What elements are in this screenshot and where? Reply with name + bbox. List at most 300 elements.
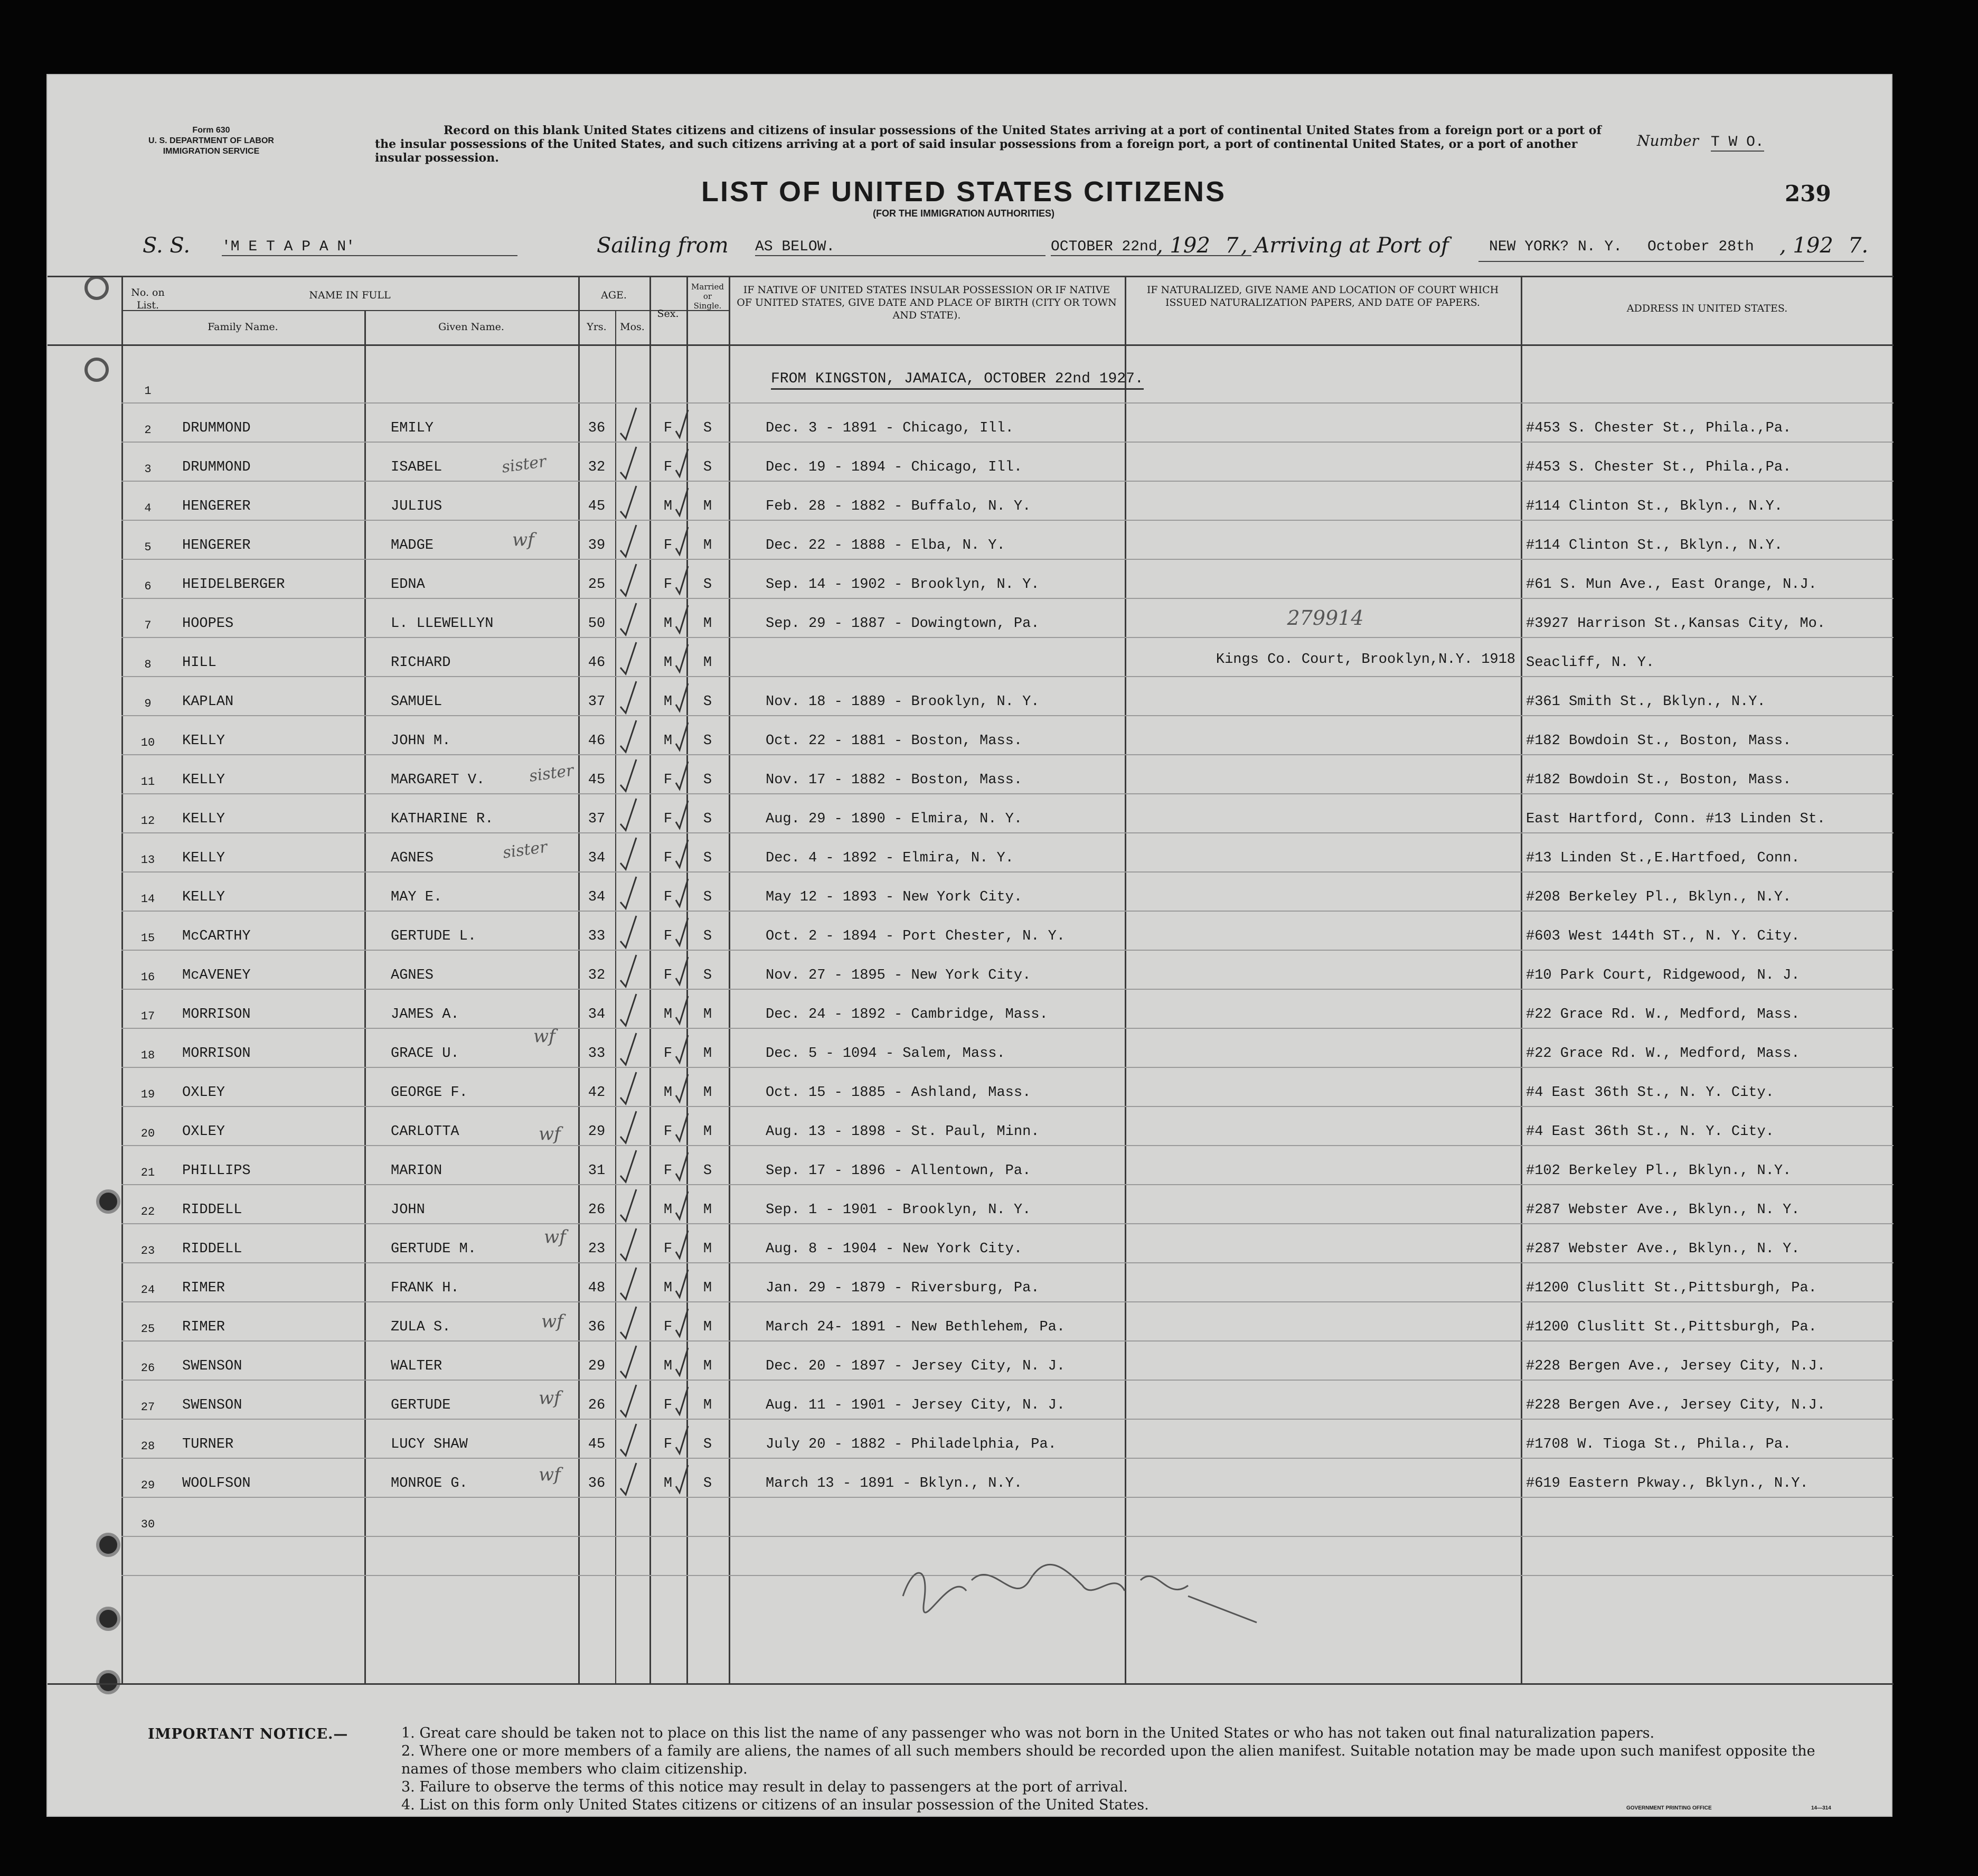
given-name: SAMUEL bbox=[391, 694, 442, 710]
us-address: #228 Bergen Ave., Jersey City, N.J. bbox=[1526, 1358, 1826, 1374]
family-name: TURNER bbox=[182, 1437, 234, 1452]
family-name: HENGERER bbox=[182, 538, 251, 554]
punch-hole bbox=[96, 1670, 120, 1694]
header-name-in-full: NAME IN FULL bbox=[309, 289, 391, 301]
inspector-signature bbox=[892, 1549, 1262, 1628]
us-address: #208 Berkeley Pl., Bklyn., N.Y. bbox=[1526, 889, 1792, 905]
voyage-line bbox=[143, 233, 1885, 265]
sailing-from: AS BELOW. bbox=[755, 239, 1045, 256]
row-number: 22 bbox=[140, 1205, 155, 1218]
row-number: 14 bbox=[140, 893, 155, 906]
handwritten-sister: sister bbox=[501, 838, 549, 862]
punch-hole bbox=[96, 1533, 120, 1557]
given-name: KATHARINE R. bbox=[391, 811, 494, 827]
check-mark bbox=[620, 759, 636, 791]
sex: F bbox=[663, 1046, 673, 1062]
departure-date: OCTOBER 22nd bbox=[1051, 239, 1251, 256]
birth-info: Dec. 5 - 1094 - Salem, Mass. bbox=[766, 1046, 1005, 1062]
sex: M bbox=[663, 616, 673, 632]
section-note: FROM KINGSTON, JAMAICA, OCTOBER 22nd 1927. bbox=[771, 371, 1144, 390]
check-mark bbox=[620, 1385, 636, 1417]
sex: F bbox=[663, 1124, 673, 1140]
marital-status: S bbox=[703, 850, 712, 866]
punch-hole bbox=[84, 276, 109, 300]
check-mark bbox=[620, 486, 636, 518]
arriving-label: , Arriving at Port of bbox=[1241, 233, 1449, 258]
row-number: 12 bbox=[140, 814, 155, 828]
check-mark bbox=[620, 955, 636, 987]
family-name: WOOLFSON bbox=[182, 1476, 251, 1492]
marital-status: S bbox=[703, 420, 712, 436]
given-name: MADGE bbox=[391, 538, 434, 554]
row-rule bbox=[121, 1184, 1894, 1185]
check-mark bbox=[620, 1346, 636, 1377]
col-divider bbox=[1521, 276, 1522, 1683]
page-title: LIST OF UNITED STATES CITIZENS bbox=[701, 176, 1226, 208]
sailing-label: Sailing from bbox=[597, 233, 729, 258]
marital-status: S bbox=[703, 968, 712, 983]
row-number: 3 bbox=[144, 463, 152, 476]
us-address: Seacliff, N. Y. bbox=[1526, 655, 1655, 671]
check-mark bbox=[620, 603, 636, 635]
birth-info: Aug. 8 - 1904 - New York City. bbox=[766, 1241, 1023, 1257]
check-mark bbox=[620, 1463, 636, 1495]
row-rule bbox=[121, 1458, 1894, 1459]
us-address: #1200 Cluslitt St.,Pittsburgh, Pa. bbox=[1526, 1319, 1817, 1335]
row-number: 27 bbox=[140, 1401, 155, 1414]
age-years: 50 bbox=[588, 616, 606, 632]
row-rule bbox=[121, 637, 1894, 638]
check-mark bbox=[620, 1228, 636, 1260]
row-number: 11 bbox=[140, 775, 155, 789]
us-address: #10 Park Court, Ridgewood, N. J. bbox=[1526, 968, 1800, 983]
marital-status: M bbox=[703, 1085, 712, 1101]
sex: F bbox=[663, 459, 673, 475]
given-name: L. LLEWELLYN bbox=[391, 616, 494, 632]
handwritten-wife: wf bbox=[539, 1123, 561, 1145]
age-years: 37 bbox=[588, 811, 606, 827]
age-years: 36 bbox=[588, 1319, 606, 1335]
ship-name: 'M E T A P A N' bbox=[222, 239, 517, 256]
check-mark bbox=[620, 916, 636, 948]
sex: F bbox=[663, 772, 673, 788]
us-address: #603 West 144th ST., N. Y. City. bbox=[1526, 928, 1800, 944]
marital-status: M bbox=[703, 655, 712, 671]
family-name: KELLY bbox=[182, 850, 225, 866]
family-name: HILL bbox=[182, 655, 216, 671]
given-name: GERTUDE bbox=[391, 1397, 451, 1413]
row-number: 25 bbox=[140, 1322, 155, 1336]
age-years: 36 bbox=[588, 420, 606, 436]
row-rule bbox=[121, 442, 1894, 443]
age-years: 29 bbox=[588, 1124, 606, 1140]
handwritten-wife: wf bbox=[541, 1311, 563, 1332]
us-address: #3927 Harrison St.,Kansas City, Mo. bbox=[1526, 616, 1826, 632]
given-name: GERTUDE M. bbox=[391, 1241, 477, 1257]
sex: M bbox=[663, 1085, 673, 1101]
header-given-name: Given Name. bbox=[438, 321, 504, 333]
given-name: WALTER bbox=[391, 1358, 442, 1374]
age-years: 25 bbox=[588, 577, 606, 593]
form-id-block bbox=[132, 125, 290, 157]
naturalization-info: 279914 bbox=[1287, 606, 1364, 630]
number-label: Number bbox=[1637, 132, 1699, 149]
handwritten-sister: sister bbox=[500, 452, 548, 477]
given-name: AGNES bbox=[391, 850, 434, 866]
row-rule bbox=[121, 1536, 1894, 1537]
family-name: RIDDELL bbox=[182, 1202, 242, 1218]
family-name: MORRISON bbox=[182, 1007, 251, 1023]
row-rule bbox=[121, 1340, 1894, 1342]
given-name: GEORGE F. bbox=[391, 1085, 468, 1101]
birth-info: Feb. 28 - 1882 - Buffalo, N. Y. bbox=[766, 499, 1031, 514]
row-number: 17 bbox=[140, 1010, 155, 1023]
family-name: KELLY bbox=[182, 733, 225, 749]
form-number: Form 630 bbox=[192, 126, 230, 135]
given-name: FRANK H. bbox=[391, 1280, 459, 1296]
row-rule bbox=[121, 754, 1894, 755]
form-instructions: Record on this blank United States citizens and citizens of insular possessions of the United States arriving at a port of continental United States from a foreign port or a port of the insular possessions of the United States, and such citizens arriving at a port of said insular possessions from a foreign port, a port of continental United States, or a port of another insular possession. bbox=[375, 124, 1602, 165]
family-name: RIMER bbox=[182, 1319, 225, 1335]
sex: F bbox=[663, 577, 673, 593]
birth-info: Dec. 22 - 1888 - Elba, N. Y. bbox=[766, 538, 1005, 554]
given-name: GRACE U. bbox=[391, 1046, 459, 1062]
birth-info: Aug. 29 - 1890 - Elmira, N. Y. bbox=[766, 811, 1023, 827]
marital-status: S bbox=[703, 1437, 712, 1452]
sex: M bbox=[663, 1007, 673, 1023]
marital-status: M bbox=[703, 1124, 712, 1140]
family-name: DRUMMOND bbox=[182, 420, 251, 436]
birth-info: Dec. 3 - 1891 - Chicago, Ill. bbox=[766, 420, 1014, 436]
row-number: 29 bbox=[140, 1479, 155, 1492]
family-name: HENGERER bbox=[182, 499, 251, 514]
header-sex: Sex. bbox=[657, 308, 679, 320]
department-name: U. S. DEPARTMENT OF LABOR bbox=[148, 136, 274, 145]
age-years: 36 bbox=[588, 1476, 606, 1492]
family-name: OXLEY bbox=[182, 1124, 225, 1140]
age-years: 33 bbox=[588, 928, 606, 944]
given-name: EMILY bbox=[391, 420, 434, 436]
us-address: #228 Bergen Ave., Jersey City, N.J. bbox=[1526, 1397, 1826, 1413]
us-address: #22 Grace Rd. W., Medford, Mass. bbox=[1526, 1007, 1800, 1023]
punch-hole bbox=[96, 1607, 120, 1631]
age-years: 46 bbox=[588, 655, 606, 671]
age-years: 32 bbox=[588, 459, 606, 475]
row-number: 10 bbox=[140, 736, 155, 749]
birth-info: Nov. 18 - 1889 - Brooklyn, N. Y. bbox=[766, 694, 1040, 710]
header-bottom-rule bbox=[48, 344, 1894, 346]
row-number: 4 bbox=[144, 502, 152, 515]
col-divider bbox=[1125, 276, 1126, 1683]
row-rule bbox=[121, 1145, 1894, 1146]
header-married-single: Married or Single. bbox=[691, 282, 724, 311]
age-years: 31 bbox=[588, 1163, 606, 1179]
sex: M bbox=[663, 499, 673, 514]
birth-info: Nov. 17 - 1882 - Boston, Mass. bbox=[766, 772, 1023, 788]
row-rule bbox=[121, 715, 1894, 716]
us-address: #4 East 36th St., N. Y. City. bbox=[1526, 1124, 1774, 1140]
birth-info: Sep. 29 - 1887 - Dowingtown, Pa. bbox=[766, 616, 1040, 632]
given-name: AGNES bbox=[391, 968, 434, 983]
sex: F bbox=[663, 1163, 673, 1179]
number-field bbox=[1637, 132, 1764, 151]
age-years: 46 bbox=[588, 733, 606, 749]
birth-info: Jan. 29 - 1879 - Riversburg, Pa. bbox=[766, 1280, 1040, 1296]
check-mark bbox=[620, 1150, 636, 1182]
given-name: RICHARD bbox=[391, 655, 451, 671]
row-number: 19 bbox=[140, 1088, 155, 1101]
given-name: MARION bbox=[391, 1163, 442, 1179]
birth-info: Dec. 4 - 1892 - Elmira, N. Y. bbox=[766, 850, 1014, 866]
col-divider bbox=[364, 310, 366, 1683]
birth-info: Dec. 20 - 1897 - Jersey City, N. J. bbox=[766, 1358, 1066, 1374]
handwritten-wife: wf bbox=[544, 1226, 566, 1247]
given-name: MARGARET V. bbox=[391, 772, 485, 788]
notice-item-4: 4. List on this form only United States citizens or citizens of an insular possession of the United States. bbox=[401, 1797, 1149, 1813]
age-years: 26 bbox=[588, 1397, 606, 1413]
handwritten-sister: sister bbox=[528, 761, 575, 786]
given-name: JOHN M. bbox=[391, 733, 451, 749]
us-address: #61 S. Mun Ave., East Orange, N.J. bbox=[1526, 577, 1817, 593]
age-years: 45 bbox=[588, 772, 606, 788]
col-divider bbox=[615, 310, 616, 1683]
marital-status: M bbox=[703, 538, 712, 554]
birth-info: Aug. 13 - 1898 - St. Paul, Minn. bbox=[766, 1124, 1040, 1140]
header-yrs: Yrs. bbox=[587, 321, 607, 333]
header-family-name: Family Name. bbox=[208, 321, 278, 333]
row-rule bbox=[121, 950, 1894, 951]
row-rule bbox=[121, 1380, 1894, 1381]
handwritten-wife: wf bbox=[512, 529, 534, 550]
row-rule bbox=[121, 911, 1894, 912]
given-name: JAMES A. bbox=[391, 1007, 459, 1023]
sex: M bbox=[663, 1476, 673, 1492]
birth-info: Oct. 15 - 1885 - Ashland, Mass. bbox=[766, 1085, 1031, 1101]
us-address: #287 Webster Ave., Bklyn., N. Y. bbox=[1526, 1202, 1800, 1218]
row-rule bbox=[121, 1067, 1894, 1068]
given-name: ISABEL bbox=[391, 459, 442, 475]
sex: M bbox=[663, 655, 673, 671]
age-years: 23 bbox=[588, 1241, 606, 1257]
marital-status: M bbox=[703, 1007, 712, 1023]
sex: F bbox=[663, 1241, 673, 1257]
marital-status: M bbox=[703, 1046, 712, 1062]
family-name: PHILLIPS bbox=[182, 1163, 251, 1179]
us-address: #453 S. Chester St., Phila.,Pa. bbox=[1526, 420, 1792, 436]
row-number: 13 bbox=[140, 853, 155, 867]
sex: F bbox=[663, 850, 673, 866]
given-name: CARLOTTA bbox=[391, 1124, 459, 1140]
family-name: HOOPES bbox=[182, 616, 234, 632]
us-address: #1708 W. Tioga St., Phila., Pa. bbox=[1526, 1437, 1792, 1452]
us-address: #182 Bowdoin St., Boston, Mass. bbox=[1526, 772, 1792, 788]
check-mark bbox=[620, 799, 636, 830]
check-mark bbox=[620, 1189, 636, 1221]
given-name: JOHN bbox=[391, 1202, 425, 1218]
family-name: McCARTHY bbox=[182, 928, 251, 944]
row-number: 23 bbox=[140, 1244, 155, 1258]
row-number: 15 bbox=[140, 932, 155, 945]
us-address: #13 Linden St.,E.Hartfoed, Conn. bbox=[1526, 850, 1800, 866]
notice-item-3: 3. Failure to observe the terms of this notice may result in delay to passengers at the port of arrival. bbox=[401, 1779, 1128, 1795]
year-digit: 7 bbox=[1225, 233, 1239, 258]
row-rule bbox=[121, 1223, 1894, 1224]
service-name: IMMIGRATION SERVICE bbox=[163, 147, 260, 156]
check-mark bbox=[620, 564, 636, 596]
print-code: 14—314 bbox=[1811, 1805, 1831, 1811]
sex: F bbox=[663, 928, 673, 944]
row-rule bbox=[121, 832, 1894, 833]
birth-info: Oct. 2 - 1894 - Port Chester, N. Y. bbox=[766, 928, 1066, 944]
col-divider bbox=[729, 276, 730, 1683]
birth-info: May 12 - 1893 - New York City. bbox=[766, 889, 1023, 905]
notice-heading: IMPORTANT NOTICE.— bbox=[148, 1726, 348, 1742]
check-mark bbox=[620, 681, 636, 713]
row-rule bbox=[121, 520, 1894, 521]
us-address: #1200 Cluslitt St.,Pittsburgh, Pa. bbox=[1526, 1280, 1817, 1296]
header-no: No. on List. bbox=[131, 287, 165, 311]
row-rule bbox=[121, 871, 1894, 873]
age-years: 37 bbox=[588, 694, 606, 710]
family-name: KAPLAN bbox=[182, 694, 234, 710]
birth-info: Sep. 1 - 1901 - Brooklyn, N. Y. bbox=[766, 1202, 1031, 1218]
marital-status: M bbox=[703, 1241, 712, 1257]
row-rule bbox=[121, 1106, 1894, 1107]
check-mark bbox=[620, 877, 636, 908]
year-label: , 192 bbox=[1156, 233, 1210, 258]
us-address: #453 S. Chester St., Phila.,Pa. bbox=[1526, 459, 1792, 475]
age-years: 34 bbox=[588, 1007, 606, 1023]
check-mark bbox=[620, 1072, 636, 1104]
sex: F bbox=[663, 420, 673, 436]
col-divider bbox=[121, 276, 123, 1683]
marital-status: S bbox=[703, 694, 712, 710]
sex: F bbox=[663, 1397, 673, 1413]
marital-status: M bbox=[703, 1358, 712, 1374]
birth-info: March 13 - 1891 - Bklyn., N.Y. bbox=[766, 1476, 1023, 1492]
marital-status: S bbox=[703, 928, 712, 944]
header-birth: IF NATIVE OF UNITED STATES INSULAR POSSESSION OR IF NATIVE OF UNITED STATES, GIVE DATE AND PLACE OF BIRTH (CITY OR TOWN AND STATE). bbox=[737, 284, 1117, 321]
row-rule bbox=[121, 402, 1894, 404]
marital-status: M bbox=[703, 1280, 712, 1296]
marital-status: S bbox=[703, 1476, 712, 1492]
given-name: EDNA bbox=[391, 577, 425, 593]
ss-label: S. S. bbox=[143, 233, 191, 258]
birth-info: July 20 - 1882 - Philadelphia, Pa. bbox=[766, 1437, 1057, 1452]
year-digit-2: 7. bbox=[1848, 233, 1869, 258]
page-subtitle: (FOR THE IMMIGRATION AUTHORITIES) bbox=[873, 208, 1054, 219]
sex: M bbox=[663, 733, 673, 749]
punch-hole bbox=[96, 1189, 120, 1214]
punch-hole bbox=[84, 358, 109, 382]
check-mark bbox=[620, 838, 636, 869]
given-name: GERTUDE L. bbox=[391, 928, 477, 944]
family-name: McAVENEY bbox=[182, 968, 251, 983]
family-name: MORRISON bbox=[182, 1046, 251, 1062]
age-years: 34 bbox=[588, 850, 606, 866]
header-age: AGE. bbox=[601, 289, 627, 301]
row-number: 21 bbox=[140, 1166, 155, 1179]
family-name: RIMER bbox=[182, 1280, 225, 1296]
check-mark bbox=[620, 1307, 636, 1338]
table-top-rule bbox=[48, 276, 1894, 277]
age-years: 33 bbox=[588, 1046, 606, 1062]
row-rule bbox=[121, 1301, 1894, 1302]
given-name: JULIUS bbox=[391, 499, 442, 514]
page-number: 239 bbox=[1785, 181, 1831, 207]
us-address: #287 Webster Ave., Bklyn., N. Y. bbox=[1526, 1241, 1800, 1257]
check-mark bbox=[620, 720, 636, 752]
us-address: #114 Clinton St., Bklyn., N.Y. bbox=[1526, 538, 1783, 554]
age-years: 34 bbox=[588, 889, 606, 905]
marital-status: S bbox=[703, 577, 712, 593]
row-rule bbox=[121, 989, 1894, 990]
row-rule bbox=[121, 793, 1894, 794]
row-rule bbox=[121, 1028, 1894, 1029]
manifest-page bbox=[46, 74, 1892, 1817]
sex: F bbox=[663, 968, 673, 983]
check-mark bbox=[620, 1111, 636, 1143]
header-divider bbox=[121, 310, 729, 311]
us-address: #22 Grace Rd. W., Medford, Mass. bbox=[1526, 1046, 1800, 1062]
row-number: 20 bbox=[140, 1127, 155, 1140]
row-rule bbox=[121, 481, 1894, 482]
notice-item-1: 1. Great care should be taken not to place on this list the name of any passenger who was not born in the United States or who has not taken out final naturalization papers. bbox=[401, 1725, 1655, 1741]
row-number: 6 bbox=[144, 580, 152, 593]
us-address: #114 Clinton St., Bklyn., N.Y. bbox=[1526, 499, 1783, 514]
row-number: 8 bbox=[144, 658, 152, 671]
sex: M bbox=[663, 1202, 673, 1218]
family-name: OXLEY bbox=[182, 1085, 225, 1101]
marital-status: M bbox=[703, 1319, 712, 1335]
row-number: 1 bbox=[144, 384, 152, 398]
given-name: MONROE G. bbox=[391, 1476, 468, 1492]
check-mark bbox=[620, 642, 636, 674]
birth-info: Aug. 11 - 1901 - Jersey City, N. J. bbox=[766, 1397, 1066, 1413]
age-years: 45 bbox=[588, 1437, 606, 1452]
row-number: 28 bbox=[140, 1440, 155, 1453]
marital-status: M bbox=[703, 499, 712, 514]
given-name: LUCY SHAW bbox=[391, 1437, 468, 1452]
sex: F bbox=[663, 889, 673, 905]
birth-info: Oct. 22 - 1881 - Boston, Mass. bbox=[766, 733, 1023, 749]
row-number: 18 bbox=[140, 1049, 155, 1062]
us-address: East Hartford, Conn. #13 Linden St. bbox=[1526, 811, 1826, 827]
age-years: 39 bbox=[588, 538, 606, 554]
marital-status: S bbox=[703, 772, 712, 788]
age-years: 42 bbox=[588, 1085, 606, 1101]
sex: F bbox=[663, 811, 673, 827]
birth-info: Dec. 19 - 1894 - Chicago, Ill. bbox=[766, 459, 1023, 475]
row-number: 7 bbox=[144, 619, 152, 632]
arrival-date: October 28th bbox=[1647, 239, 1754, 255]
row-number: 9 bbox=[144, 697, 152, 710]
check-mark bbox=[620, 1033, 636, 1065]
marital-status: S bbox=[703, 889, 712, 905]
family-name: KELLY bbox=[182, 811, 225, 827]
birth-info: Sep. 14 - 1902 - Brooklyn, N. Y. bbox=[766, 577, 1040, 593]
year-label-2: , 192 bbox=[1779, 233, 1833, 258]
given-name: ZULA S. bbox=[391, 1319, 451, 1335]
check-mark bbox=[620, 1268, 636, 1299]
row-number: 5 bbox=[144, 541, 152, 554]
family-name: SWENSON bbox=[182, 1397, 242, 1413]
marital-status: M bbox=[703, 1397, 712, 1413]
row-rule bbox=[121, 559, 1894, 560]
age-years: 26 bbox=[588, 1202, 606, 1218]
sex: F bbox=[663, 1319, 673, 1335]
us-address: #619 Eastern Pkway., Bklyn., N.Y. bbox=[1526, 1476, 1809, 1492]
